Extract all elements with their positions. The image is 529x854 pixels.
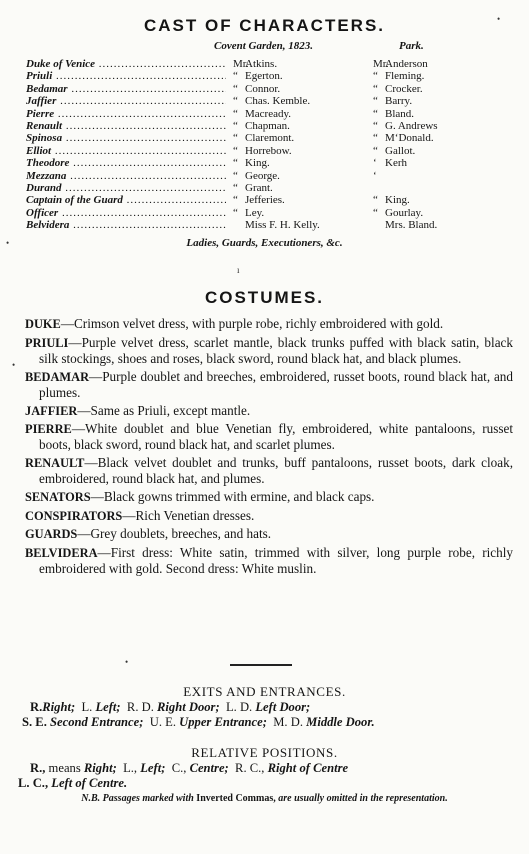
abbreviation-meaning: Right of Centre: [267, 761, 349, 775]
costume-description: —Same as Priuli, except mantle.: [77, 402, 251, 418]
cast-role: Duke of Venice .....: [26, 58, 226, 70]
cast-role: Captain of the Guard .....: [26, 194, 226, 206]
line-text: R. C.,: [228, 761, 268, 775]
costume-character: CONSPIRATORS: [25, 508, 123, 523]
line-text: R. D.: [120, 700, 158, 714]
print-speck: •: [497, 14, 501, 24]
cast-actor-covent-garden: Atkins.: [245, 58, 278, 70]
print-speck: •: [12, 360, 16, 370]
cast-actor-park: Mrs. Bland.: [385, 219, 438, 232]
abbreviation-meaning: Left;: [95, 700, 121, 714]
cast-role: Bedamar .....: [26, 83, 226, 95]
cast-actor-covent-garden: Chas. Kemble.: [245, 95, 311, 108]
print-speck: •: [6, 238, 10, 248]
cast-row: [26, 108, 476, 120]
cast-actor-covent-garden: Grant.: [245, 181, 273, 194]
cast-actor-park: M‘Donald.: [385, 132, 434, 145]
costume-character: SENATORS: [25, 490, 91, 505]
exits-title: EXITS AND ENTRANCES.: [183, 684, 346, 699]
costume-description: —Black gowns trimmed with ermine, and black caps.: [90, 489, 375, 505]
cast-column-head-covent-garden: Covent Garden, 1823.: [214, 40, 313, 52]
costume-entry: [25, 335, 513, 366]
cast-ditto-2: “: [373, 70, 378, 83]
abbreviation-meaning: Right;: [42, 700, 76, 714]
cast-row: [26, 58, 476, 70]
cast-actor-covent-garden: King.: [245, 157, 270, 170]
costume-character: RENAULT: [25, 456, 85, 471]
costume-description: —Grey doublets, breeches, and hats.: [77, 526, 272, 542]
cast-actor-park: Barry.: [385, 95, 413, 108]
abbreviation-meaning: Left;: [140, 761, 166, 775]
line-text: U. E.: [143, 715, 180, 729]
line-text: L.,: [116, 761, 141, 775]
cast-actor-park: G. Andrews: [385, 119, 438, 132]
abbreviation: R.,: [30, 761, 46, 775]
costume-character: BEDAMAR: [25, 369, 90, 384]
costume-character: DUKE: [25, 317, 61, 331]
abbreviation: L. C.,: [18, 776, 49, 790]
cast-row: [26, 194, 476, 206]
abbreviation-meaning: Centre;: [189, 761, 229, 775]
cast-ditto-1: “: [233, 132, 238, 145]
cast-role: Jaffier .....: [26, 95, 226, 107]
cast-row: [26, 207, 476, 219]
print-speck: •: [125, 657, 129, 667]
cast-ditto-2: “: [373, 144, 378, 157]
print-speck: ı: [237, 265, 240, 275]
cast-actor-covent-garden: George.: [245, 169, 280, 182]
cast-row: [26, 182, 476, 194]
note-roman: Inverted Commas,: [196, 793, 276, 804]
costume-description: —Black velvet doublet and trunks, buff pantaloons, russet boots, dark cloak, embroidered, round black hat, and plumes.: [39, 455, 513, 487]
cast-actor-park: Gallot.: [385, 144, 416, 157]
cast-ditto-1: “: [233, 144, 238, 157]
cast-ditto-2: “: [373, 107, 378, 120]
abbreviation-meaning: Right;: [83, 761, 117, 775]
positions-section: [18, 745, 511, 805]
costume-entry: [25, 316, 513, 332]
cast-role: Renault .....: [26, 120, 226, 132]
cast-ditto-1: Mr.: [233, 58, 249, 70]
cast-actor-park: King.: [385, 194, 410, 207]
cast-ditto-1: “: [233, 206, 238, 219]
cast-ditto-2: Mr.: [373, 58, 389, 70]
cast-ditto-2: “: [373, 82, 378, 95]
line-text: means: [45, 761, 84, 775]
positions-line-2: [18, 776, 511, 791]
cast-actor-covent-garden: Jefferies.: [245, 194, 285, 207]
cast-actor-park: Gourlay.: [385, 206, 424, 219]
costume-description: —Crimson velvet dress, with purple robe, richly embroidered with gold.: [60, 316, 444, 331]
cast-ditto-2: “: [373, 206, 378, 219]
cast-role: Priuli .....: [26, 70, 226, 82]
cast-row: [26, 219, 476, 231]
costume-entry: [25, 526, 513, 542]
abbreviation: R.: [30, 700, 43, 714]
cast-ditto-1: “: [233, 194, 238, 207]
cast-role: Durand .....: [26, 182, 226, 194]
line-text: L.: [75, 700, 96, 714]
cast-actor-covent-garden: Horrebow.: [245, 144, 292, 157]
cast-row: [26, 170, 476, 182]
positions-title: RELATIVE POSITIONS.: [191, 745, 338, 760]
cast-row: [26, 95, 476, 107]
cast-role: Spinosa .....: [26, 132, 226, 144]
exits-line-2: [18, 715, 511, 730]
positions-line-1: [18, 761, 511, 776]
abbreviation-meaning: Middle Door.: [306, 715, 375, 729]
cast-ditto-2: “: [373, 132, 378, 145]
cast-actor-park: Fleming.: [385, 70, 425, 83]
costume-description: —First dress: White satin, trimmed with silver, long purple robe, richly embroidered with gold. Second dress: White muslin.: [39, 545, 513, 577]
cast-actor-covent-garden: Egerton.: [245, 70, 283, 83]
costume-entry: [25, 455, 513, 486]
cast-actor-park: Bland.: [385, 107, 415, 120]
cast-ditto-1: “: [233, 181, 238, 194]
costume-entry: [25, 508, 513, 524]
costume-description: —Purple doublet and breeches, embroidered, russet boots, round black hat, and plumes.: [39, 368, 513, 400]
cast-ditto-2: ‘: [373, 169, 377, 182]
costume-character: GUARDS: [25, 527, 78, 542]
cast-actor-covent-garden: Macready.: [245, 107, 292, 120]
cast-column-head-park: Park.: [399, 40, 424, 52]
cast-ditto-1: “: [233, 107, 238, 120]
cast-row: [26, 83, 476, 95]
cast-ditto-2: ‘: [373, 157, 377, 170]
cast-actor-park: Crocker.: [385, 82, 423, 95]
costume-entry: [25, 403, 513, 419]
cast-row: [26, 120, 476, 132]
cast-actor-covent-garden: Chapman.: [245, 119, 290, 132]
cast-table: [26, 58, 476, 231]
cast-role: Elliot .....: [26, 145, 226, 157]
cast-ditto-2: “: [373, 119, 378, 132]
exits-line-1: [18, 700, 511, 715]
costume-entry: [25, 489, 513, 505]
costume-character: BELVIDERA: [25, 546, 98, 561]
cast-ditto-1: “: [233, 169, 238, 182]
cast-role: Belvidera .....: [26, 219, 226, 231]
cast-footer: Ladies, Guards, Executioners, &c.: [186, 237, 343, 249]
line-text: C.,: [165, 761, 190, 775]
cast-row: [26, 70, 476, 82]
cast-role: Mezzana .....: [26, 170, 226, 182]
costume-description: —White doublet and blue Venetian fly, embroidered, white pantaloons, russet boots, black sword, round black hat, and scarlet plumes.: [39, 421, 513, 453]
costumes-list: [25, 316, 513, 579]
costume-description: —Purple velvet dress, scarlet mantle, black trunks puffed with black satin, black silk stockings, shoes and roses, black sword, round black hat, and black plumes.: [39, 334, 513, 366]
cast-role: Pierre .....: [26, 108, 226, 120]
costume-character: PIERRE: [25, 422, 72, 437]
exits-section: [18, 684, 511, 730]
cast-actor-covent-garden: Connor.: [245, 82, 281, 95]
cast-title: CAST OF CHARACTERS.: [143, 16, 386, 35]
cast-actor-covent-garden: Miss F. H. Kelly.: [245, 219, 320, 232]
cast-actor-park: Anderson: [385, 58, 428, 70]
cast-actor-covent-garden: Ley.: [245, 206, 265, 219]
cast-ditto-2: “: [373, 95, 378, 108]
note-suffix: are usually omitted in the representation.: [275, 793, 448, 804]
costume-entry: [25, 545, 513, 576]
abbreviation-meaning: Upper Entrance;: [179, 715, 267, 729]
costume-entry: [25, 421, 513, 452]
abbreviation: S. E.: [22, 715, 47, 729]
cast-row: [26, 157, 476, 169]
cast-ditto-1: “: [233, 157, 238, 170]
cast-role: Officer .....: [26, 207, 226, 219]
cast-actor-park: Kerh: [385, 157, 407, 170]
section-divider: [230, 664, 292, 666]
cast-role: Theodore .....: [26, 157, 226, 169]
abbreviation-meaning: Second Entrance;: [50, 715, 144, 729]
costume-character: PRIULI: [25, 335, 69, 350]
line-text: M. D.: [266, 715, 307, 729]
cast-ditto-1: “: [233, 70, 238, 83]
abbreviation-meaning: Right Door;: [157, 700, 220, 714]
costume-entry: [25, 369, 513, 400]
cast-row: [26, 145, 476, 157]
costume-description: —Rich Venetian dresses.: [122, 507, 255, 523]
positions-note: [18, 793, 511, 805]
costumes-title: COSTUMES.: [204, 288, 325, 307]
cast-ditto-1: “: [233, 119, 238, 132]
cast-ditto-1: “: [233, 95, 238, 108]
cast-actor-covent-garden: Claremont.: [245, 132, 295, 145]
cast-ditto-2: “: [373, 194, 378, 207]
costume-character: JAFFIER: [25, 403, 78, 418]
line-text: L. D.: [219, 700, 256, 714]
abbreviation-meaning: Left Door;: [255, 700, 311, 714]
cast-row: [26, 132, 476, 144]
abbreviation-meaning: Left of Centre.: [51, 776, 128, 790]
cast-ditto-1: “: [233, 82, 238, 95]
note-prefix: N.B. Passages marked with: [81, 793, 197, 804]
